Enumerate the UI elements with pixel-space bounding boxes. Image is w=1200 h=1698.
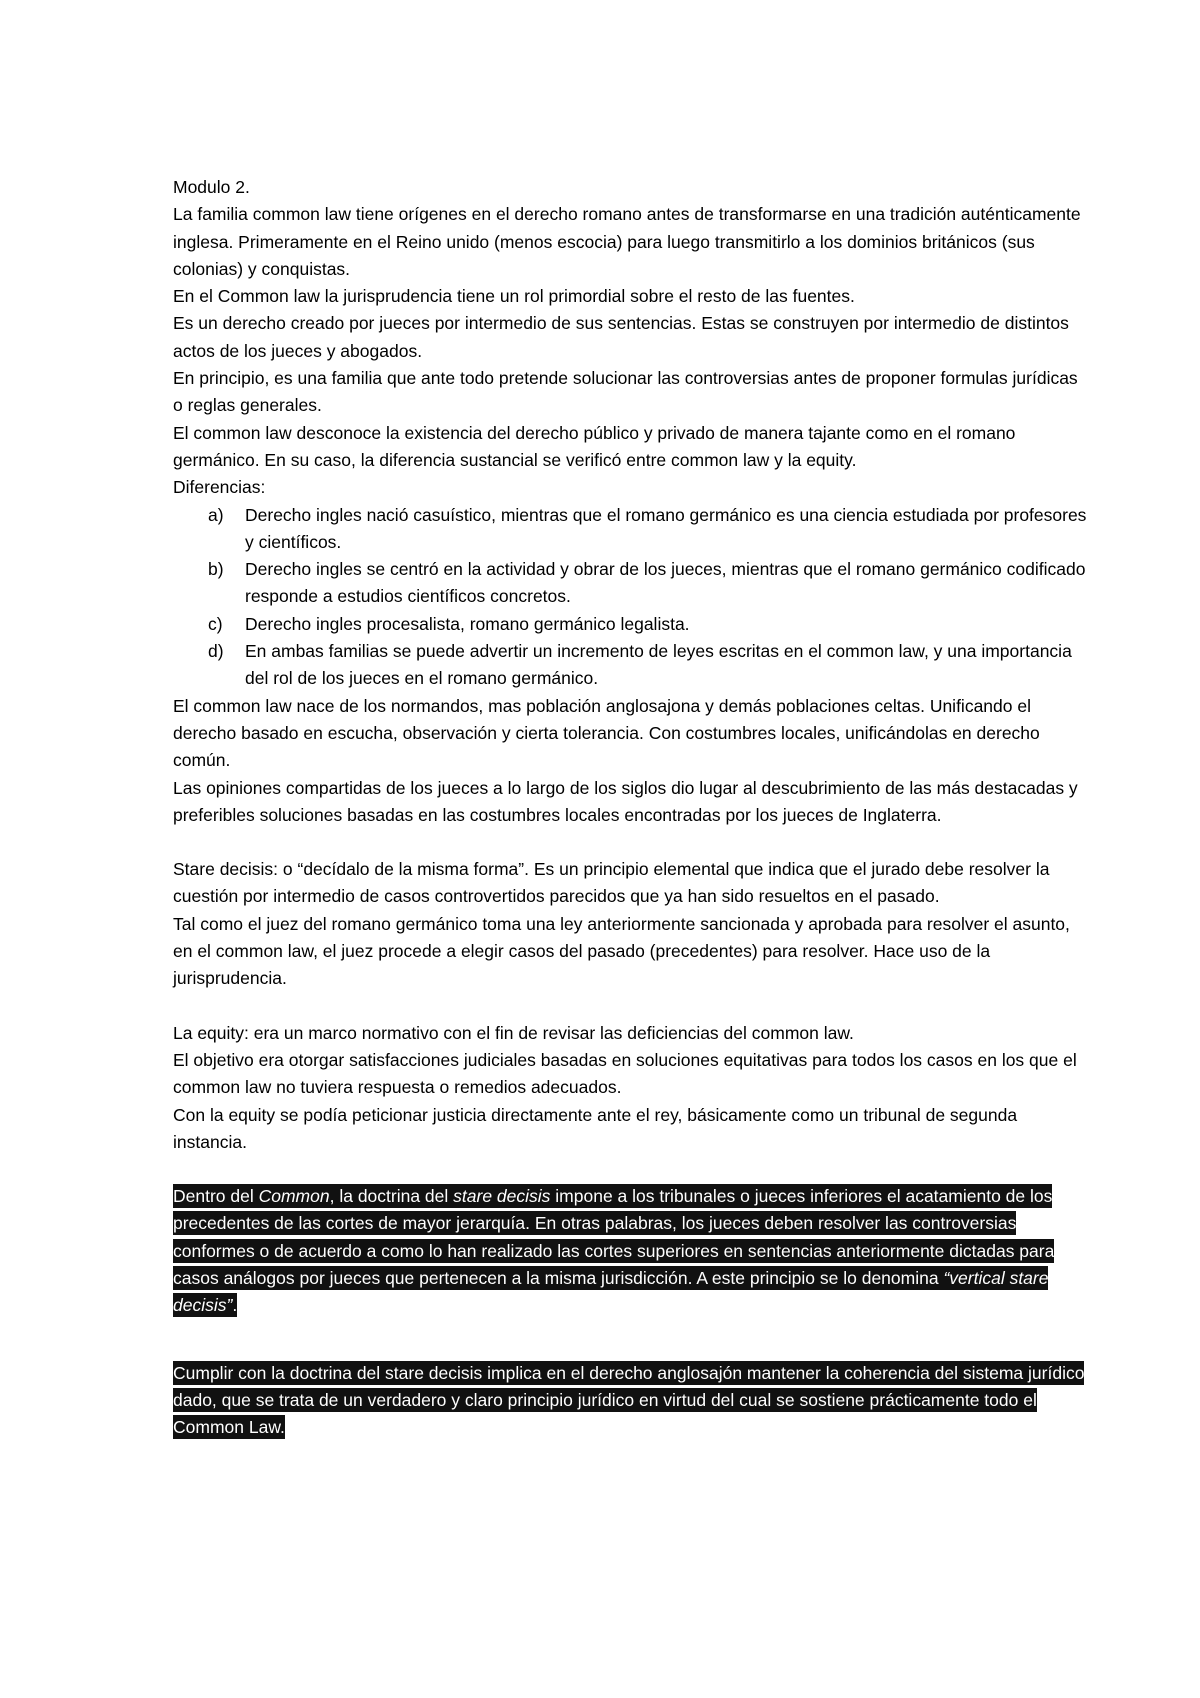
list-item [173, 556, 1090, 611]
list-item-text: Derecho ingles nació casuístico, mientras que el romano germánico es una ciencia estudiada por profesores y científicos. [245, 504, 1087, 552]
paragraph-spacer [173, 1320, 1090, 1360]
list-item-text: Derecho ingles procesalista, romano germánico legalista. [245, 613, 690, 634]
paragraph-spacer [173, 1156, 1090, 1183]
italic-text: stare decisis [453, 1186, 551, 1207]
paragraph: El common law desconoce la existencia del derecho público y privado de manera tajante como en el romano germánico. En su caso, la diferencia sustancial se verificó entre common law y la equity. [173, 422, 1016, 470]
paragraph: La familia common law tiene orígenes en el derecho romano antes de transformarse en una tradición auténticamente inglesa. Primeramente en el Reino unido (menos escocia) para luego transmitirlo a los dominios británicos (sus colonias) y conquistas. [173, 204, 1081, 279]
list-marker: a) [208, 504, 224, 525]
text-run: impone a los tribunales o jueces inferiores el acatamiento de los precedentes de las cortes de mayor jerarquía. En otras palabras, los jueces deben resolver las controversias conformes o de acuerdo a como lo han realizado las cortes superiores en sentencias anteriormente dictadas para casos análogos por jueces que pertenecen a la misma jurisdicción. A este principio se lo denomina [173, 1186, 1055, 1288]
italic-text: Common [258, 1186, 330, 1207]
differences-list [173, 502, 1090, 693]
paragraph: Con la equity se podía peticionar justicia directamente ante el rey, básicamente como un tribunal de segunda instancia. [173, 1104, 1018, 1152]
highlight-band [173, 1184, 1054, 1317]
text-run: , la doctrina del [329, 1186, 454, 1207]
paragraph: Stare decisis: o “decídalo de la misma forma”. Es un principio elemental que indica que el jurado debe resolver la cuestión por intermedio de casos controvertidos parecidos que ya han sido resueltos en el pasado. [173, 859, 1050, 907]
list-marker: b) [208, 559, 224, 580]
paragraph: El objetivo era otorgar satisfacciones judiciales basadas en soluciones equitativas para todos los casos en los que el common law no tuviera respuesta o remedios adecuados. [173, 1049, 1077, 1098]
paragraph: En principio, es una familia que ante todo pretende solucionar las controversias antes de proponer formulas jurídicas o reglas generales. [173, 368, 1078, 416]
list-item [173, 638, 1090, 693]
paragraph-spacer [173, 993, 1090, 1020]
text-run: . [232, 1295, 238, 1316]
paragraph: El common law nace de los normandos, mas población anglosajona y demás poblaciones celtas. Unificando el derecho basado en escucha, observación y cierta tolerancia. Con costumbres locales, unificándolas en derecho común. [173, 695, 1040, 771]
paragraph: En el Common law la jurisprudencia tiene un rol primordial sobre el resto de las fuentes. [173, 286, 855, 307]
differences-heading: Diferencias: [173, 477, 266, 498]
highlighted-paragraph [173, 1360, 1090, 1442]
text-run: Dentro del [173, 1186, 259, 1207]
highlight-band: Cumplir con la doctrina del stare decisis implica en el derecho anglosajón mantener la coherencia del sistema jurídico dado, que se trata de un verdadero y claro principio jurídico en virtud del cual se sostiene prácticamente todo el Common Law. [173, 1362, 1085, 1438]
paragraph: Las opiniones compartidas de los jueces a lo largo de los siglos dio lugar al descubrimiento de las más destacadas y preferibles soluciones basadas en las costumbres locales encontradas por los jueces de Inglaterra. [173, 777, 1078, 825]
paragraph-spacer [173, 829, 1090, 856]
list-item-text: En ambas familias se puede advertir un incremento de leyes escritas en el common law, y una importancia del rol de los jueces en el romano germánico. [245, 641, 1072, 689]
list-item-text: Derecho ingles se centró en la actividad y obrar de los jueces, mientras que el romano germánico codificado responde a estudios científicos concretos. [245, 559, 1086, 607]
list-item [173, 502, 1090, 557]
paragraph: La equity: era un marco normativo con el fin de revisar las deficiencias del common law. [173, 1022, 854, 1043]
list-marker: c) [208, 613, 223, 634]
document-title: Modulo 2. [173, 177, 250, 197]
paragraph: Tal como el juez del romano germánico toma una ley anteriormente sancionada y aprobada para resolver el asunto, en el common law, el juez procede a elegir casos del pasado (precedentes) para resolver. Hace uso de la jurisprudencia. [173, 913, 1070, 989]
highlighted-paragraph [173, 1183, 1090, 1319]
list-marker: d) [208, 641, 224, 662]
italic-text: “vertical stare decisis” [173, 1267, 1049, 1316]
list-item [173, 611, 1090, 638]
paragraph: Es un derecho creado por jueces por intermedio de sus sentencias. Estas se construyen por intermedio de distintos actos de los jueces y abogados. [173, 313, 1069, 361]
